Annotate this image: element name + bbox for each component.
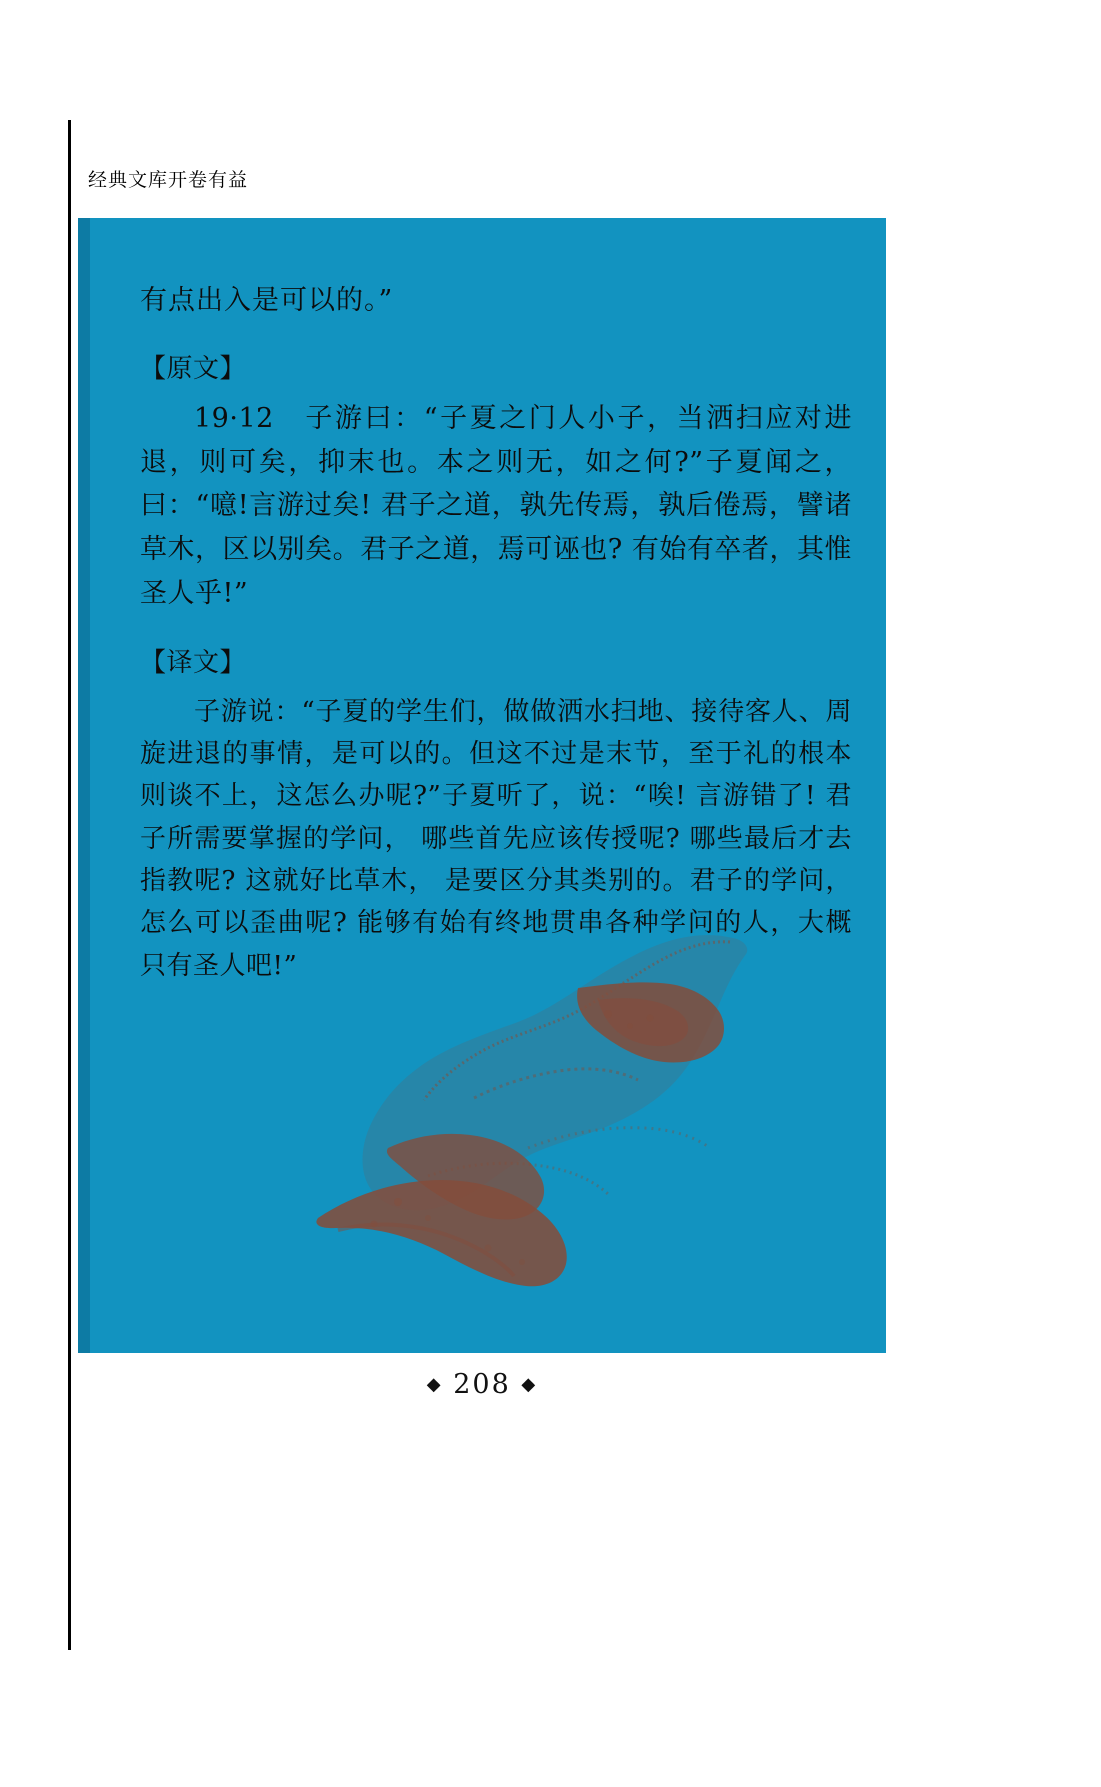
page-footer [78,1368,886,1400]
panel-left-strip [78,218,90,1353]
section-title-original: 【原文】 [140,353,247,384]
lead-line: 有点出入是可以的。” [140,285,394,316]
paragraph-original-text: 19·12 子游曰：“子夏之门人小子，当洒扫应对进退，则可矣，抑末也。本之则无，如之何?”子夏闻之，曰：“噫!言游过矣! 君子之道，孰先传焉，孰后倦焉，譬诸草木，区以别矣。君子之道，焉可诬也? 有始有卒者，其惟圣人乎!” [140,402,852,609]
paragraph-translation-text: 子游说：“子夏的学生们，做做洒水扫地、接待客人、周旋进退的事情，是可以的。但这不过是末节，至于礼的根本则谈不上，这怎么办呢?”子夏听了，说：“唉! 言游错了! 君子所需要掌握的学问， 哪些首先应该传授呢? 哪些最后才去指教呢? 这就好比草木， 是要区分其类别的。君子的学问，怎么可以歪曲呢? 能够有始有终地贯串各种学问的人，大概只有圣人吧!” [140,696,852,981]
content-panel [78,218,886,1353]
panel-inner [140,280,852,987]
ornament-right-icon: ◆ [521,1374,538,1395]
ornament-left-icon: ◆ [426,1374,443,1395]
running-header: 经典文库开卷有益 [88,169,249,191]
page-number: 208 [453,1369,511,1400]
section-title-translation: 【译文】 [140,647,247,678]
page-left-rule [68,120,71,1650]
